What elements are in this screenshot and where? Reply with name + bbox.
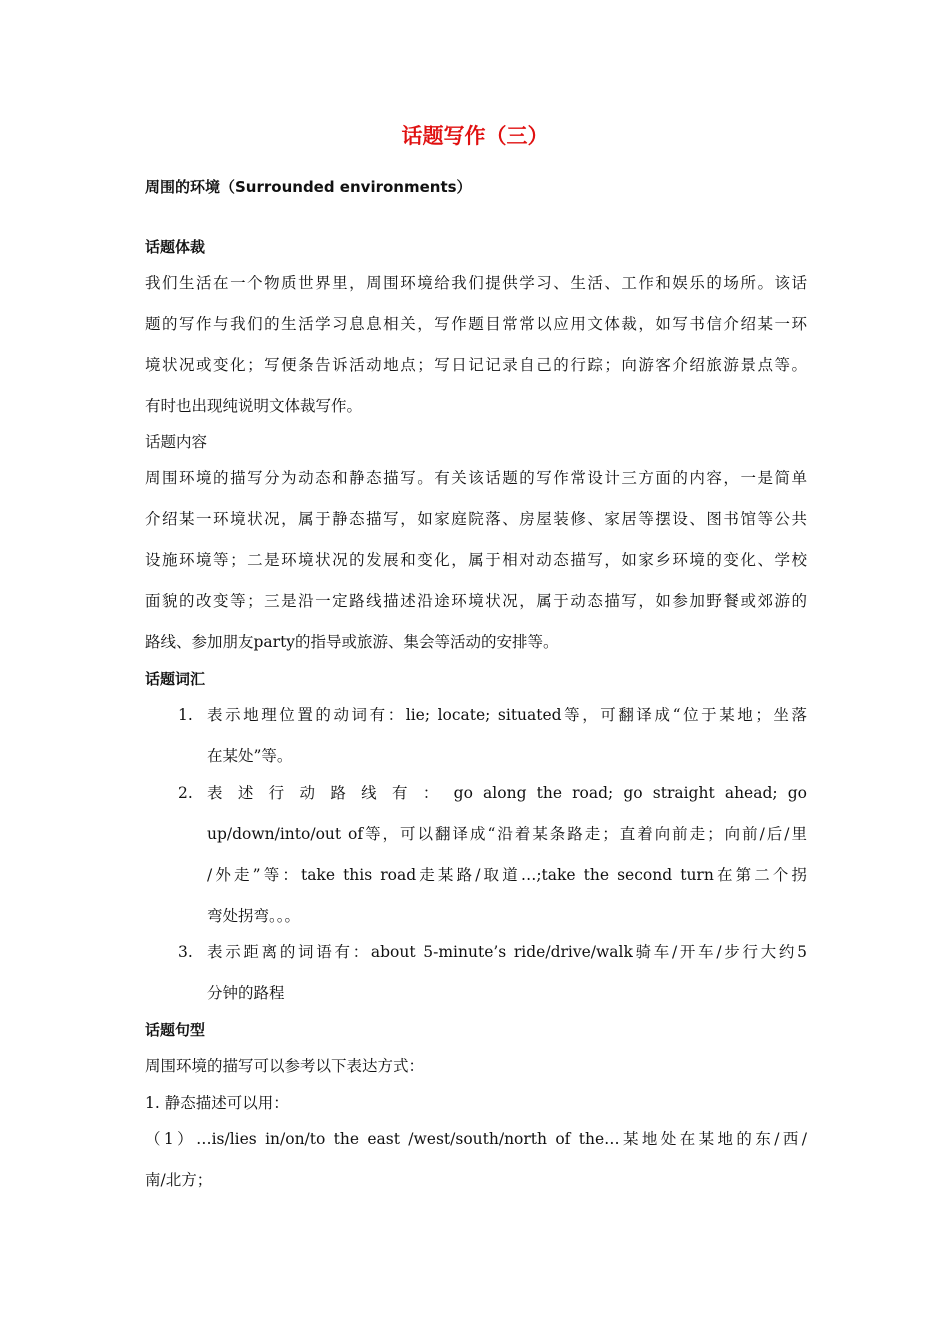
paragraph-line: 周围环境的描写分为动态和静态描写。有关该话题的写作常设计三方面的内容，一是简单 [145, 469, 807, 487]
list-item-line: 在某处”等。 [207, 747, 293, 765]
list-item-line: up/down/into/out of等，可以翻译成“沿着某条路走；直着向前走；向前/后/里 [207, 825, 807, 843]
list-number: 2. [178, 784, 193, 802]
list-number: 3. [178, 943, 193, 961]
paragraph-line: 周围环境的描写可以参考以下表达方式： [145, 1057, 425, 1075]
paragraph-line: 南/北方； [145, 1171, 213, 1189]
paragraph-line: 介绍某一环境状况，属于静态描写，如家庭院落、房屋装修、家居等摆设、图书馆等公共 [145, 510, 807, 528]
list-item-line: /外走”等：take this road走某路/取道…;take the second turn在第二个拐 [207, 866, 807, 884]
list-item-line: 弯处拐弯。。。 [207, 907, 301, 925]
topic-subtitle: 周围的环境（Surrounded environments） [145, 178, 472, 196]
paragraph-line: 1. 静态描述可以用： [145, 1094, 289, 1112]
paragraph-line: 境状况或变化；写便条告诉活动地点；写日记记录自己的行踪；向游客介绍旅游景点等。 [145, 356, 807, 374]
list-item-line: 表示距离的词语有：about 5-minute’s ride/drive/walk骑车/开车/步行大约5 [207, 943, 807, 961]
paragraph-line: 我们生活在一个物质世界里，周围环境给我们提供学习、生活、工作和娱乐的场所。该话 [145, 274, 807, 292]
paragraph-line: 有时也出现纯说明文体裁写作。 [145, 397, 363, 415]
page-title: 话题写作（三） [401, 124, 549, 148]
section-heading-genre: 话题体裁 [145, 238, 206, 256]
list-item-line: 表 述 行 动 路 线 有 ： go along the road; go straight ahead; go [207, 784, 807, 802]
section-heading-vocabulary: 话题词汇 [145, 670, 206, 688]
list-item-line: 分钟的路程 [207, 984, 285, 1002]
section-heading-content: 话题内容 [145, 433, 208, 451]
list-item-line: 表示地理位置的动词有：lie; locate; situated等，可翻译成“位于某地；坐落 [207, 706, 807, 724]
paragraph-line: 设施环境等；二是环境状况的发展和变化，属于相对动态描写，如家乡环境的变化、学校 [145, 551, 807, 569]
paragraph-line: 面貌的改变等；三是沿一定路线描述沿途环境状况，属于动态描写，如参加野餐或郊游的 [145, 592, 807, 610]
section-heading-sentence-patterns: 话题句型 [145, 1021, 206, 1039]
paragraph-line: 路线、参加朋友party的指导或旅游、集会等活动的安排等。 [145, 633, 559, 651]
paragraph-line: 题的写作与我们的生活学习息息相关，写作题目常常以应用文体裁，如写书信介绍某一环 [145, 315, 807, 333]
paragraph-line: （1）…is/lies in/on/to the east /west/south/north of the…某地处在某地的东/西/ [145, 1130, 807, 1148]
list-number: 1. [178, 706, 193, 724]
